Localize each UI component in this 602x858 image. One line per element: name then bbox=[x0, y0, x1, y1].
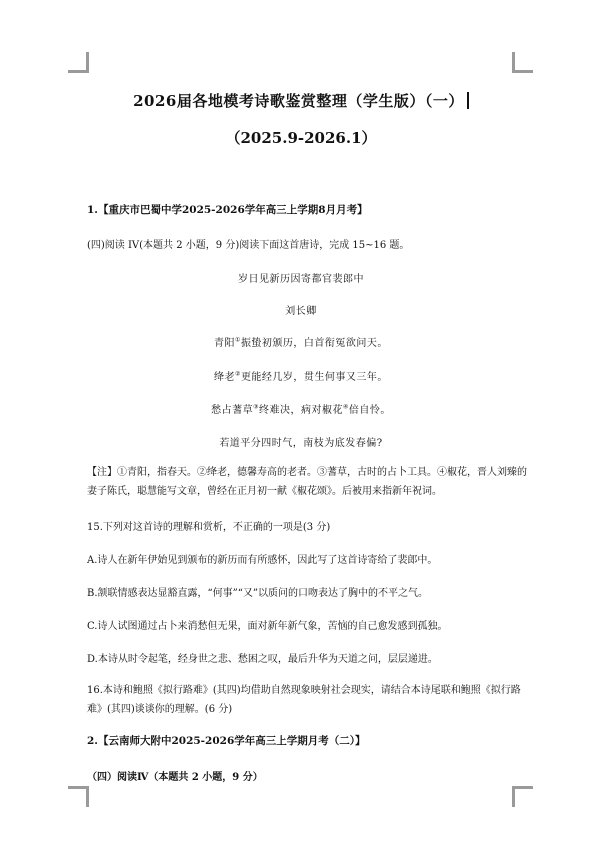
question-15: 15.下列对这首诗的理解和赏析，不正确的一项是(3 分) bbox=[87, 522, 331, 533]
crop-mark-bottom-right bbox=[512, 786, 533, 807]
question-16: 16.本诗和鲍照《拟行路难》(其四)均借助自然现象映射社会现实，请结合本诗尾联和鲍照《拟行路难》(其四)谈谈你的理解。(6 分) bbox=[87, 685, 521, 715]
poem-line-1: 青阳①振蛰初颁历，白首衔冤欲问天。 bbox=[214, 336, 388, 349]
poem-line-3: 愁占蓍草③终难决，病对椒花④倍自怜。 bbox=[211, 403, 391, 416]
section-heading-2: 2.【云南师大附中2025-2026学年高三上学期月考（二）】 bbox=[87, 735, 366, 747]
crop-mark-top-left bbox=[68, 52, 89, 73]
poem-title: 岁日见新历因寄都官裴郎中 bbox=[238, 274, 364, 285]
option-b: B.颔联情感表达显豁直露，“何事”“又”以质问的口吻表达了胸中的不平之气。 bbox=[87, 588, 428, 599]
text-cursor bbox=[467, 92, 469, 109]
crop-mark-bottom-left bbox=[68, 786, 89, 807]
document-title: 2026届各地模考诗歌鉴赏整理（学生版）（一） bbox=[0, 90, 602, 111]
poem-note: 【注】①青阳，指春天。②绛老，德馨寿高的老者。③蓍草，古时的占卜工具。④椒花，晋人刘臻的妻子陈氏，聪慧能写文章，曾经在正月初一献《椒花颂》。后被用来指新年祝词。 bbox=[87, 467, 527, 497]
option-a: A.诗人在新年伊始见到颁布的新历而有所感怀，因此写了这首诗寄给了裴郎中。 bbox=[87, 555, 438, 566]
option-c: C.诗人试图通过占卜来消愁但无果，面对新年新气象，苦恼的自己愈发感到孤独。 bbox=[87, 621, 448, 632]
poem-author: 刘长卿 bbox=[285, 306, 317, 317]
section-heading-1: 1.【重庆市巴蜀中学2025-2026学年高三上学期8月月考】 bbox=[87, 204, 368, 216]
section-intro-2: （四）阅读Ⅳ（本题共 2 小题，9 分） bbox=[87, 772, 263, 783]
document-subtitle: （2025.9-2026.1） bbox=[225, 129, 377, 147]
section-intro-1: (四)阅读 IV(本题共 2 小题，9 分)阅读下面这首唐诗，完成 15~16 题。 bbox=[87, 240, 410, 251]
poem-line-4: 若道平分四时气，南枝为底发春偏? bbox=[219, 438, 383, 449]
crop-mark-top-right bbox=[512, 52, 533, 73]
option-d: D.本诗从时令起笔，经身世之悲、愁困之叹，最后升华为天道之问，层层递进。 bbox=[87, 654, 438, 665]
poem-line-2: 绛老②更能经几岁，贯生何事又三年。 bbox=[214, 370, 388, 383]
